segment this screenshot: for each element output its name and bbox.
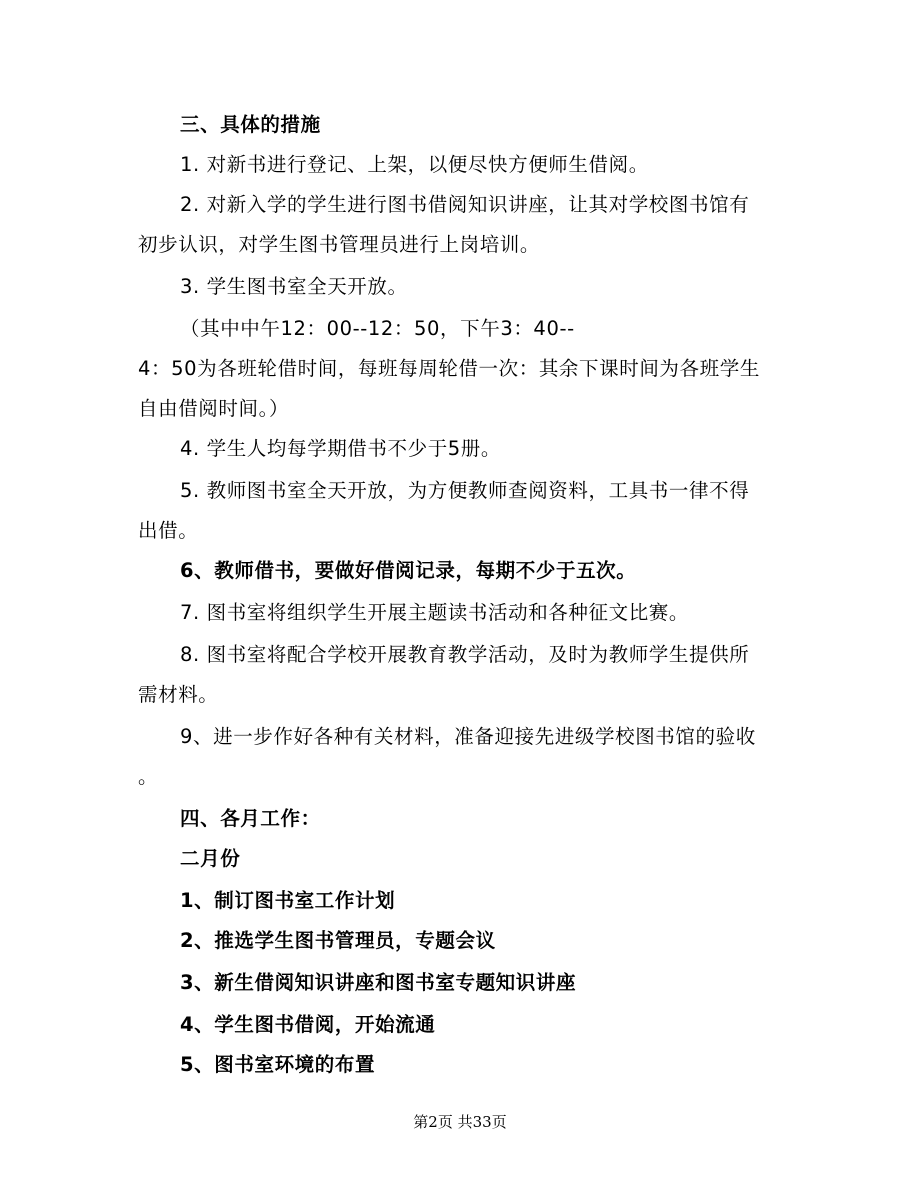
list-item: 5、图书室环境的布置 (180, 1053, 376, 1076)
paragraph-line: 5. 教师图书室全天开放，为方便教师查阅资料，工具书一律不得 (180, 479, 750, 502)
month-heading-february: 二月份 (180, 847, 241, 870)
section-heading-monthly-work: 四、各月工作： (180, 807, 321, 830)
section-heading-measures: 三、具体的措施 (180, 113, 321, 136)
paragraph-line: 8. 图书室将配合学校开展教育教学活动，及时为教师学生提供所 (180, 643, 750, 666)
list-item: 1、制订图书室工作计划 (180, 889, 396, 912)
paragraph-line: 2. 对新入学的学生进行图书借阅知识讲座，让其对学校图书馆有 (180, 193, 750, 216)
page-number-footer: 第2页 共33页 (413, 1113, 507, 1131)
paragraph-line: 初步认识，对学生图书管理员进行上岗培训。 (138, 233, 541, 256)
paragraph-line: 4. 学生人均每学期借书不少于5册。 (180, 437, 502, 460)
paragraph-line: 3. 学生图书室全天开放。 (180, 275, 408, 298)
paragraph-line: （其中中午12：00--12：50，下午3：40-- (180, 317, 575, 340)
list-item: 3、新生借阅知识讲座和图书室专题知识讲座 (180, 971, 577, 994)
paragraph-line: 4：50为各班轮借时间，每班每周轮借一次：其余下课时间为各班学生 (138, 357, 760, 380)
list-item: 2、推选学生图书管理员，专题会议 (180, 929, 496, 952)
paragraph-line: 自由借阅时间。） (138, 397, 290, 420)
paragraph-line: 1. 对新书进行登记、上架，以便尽快方便师生借阅。 (180, 153, 649, 176)
paragraph-line: 9、进一步作好各种有关材料，准备迎接先进级学校图书馆的验收 (180, 725, 756, 748)
paragraph-line: 7. 图书室将组织学生开展主题读书活动和各种征文比赛。 (180, 601, 690, 624)
paragraph-line: 出借。 (138, 519, 199, 542)
paragraph-line: 需材料。 (138, 683, 219, 706)
paragraph-line-bold: 6、教师借书，要做好借阅记录，每期不少于五次。 (180, 559, 637, 582)
list-item: 4、学生图书借阅，开始流通 (180, 1013, 436, 1036)
paragraph-line: 。 (138, 765, 159, 788)
